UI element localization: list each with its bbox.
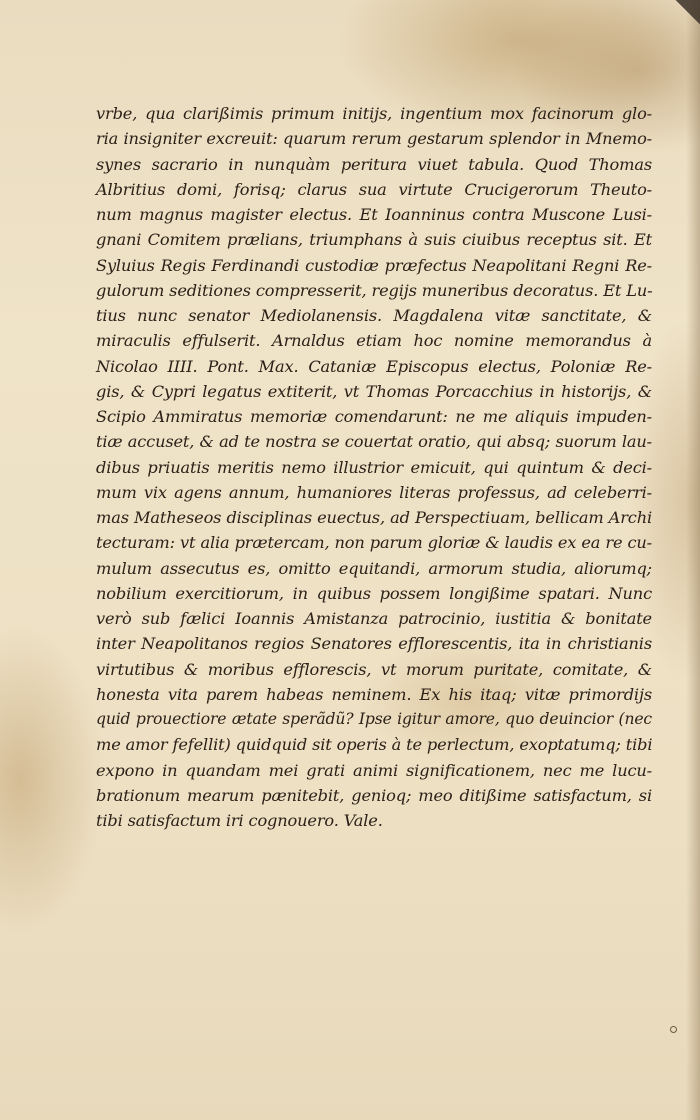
text-line: vrbe, qua clarißimis primum initijs, ingentium mox facinorum glo- (96, 104, 652, 123)
text-line: nobilium exercitiorum, in quibus possem longißime spatari. Nunc (96, 583, 652, 603)
text-line: Albritius domi, forisq; clarus sua virtute Crucigerorum Theuto- (96, 179, 652, 199)
page-edge-shadow (686, 0, 700, 1120)
text-line: miraculis effulserit. Arnaldus etiam hoc nomine memorandus à (96, 331, 652, 351)
text-line: gulorum seditiones compresserit, regijs muneribus decoratus. Et Lu- (96, 280, 653, 300)
text-line: expono in quandam mei grati animi significationem, nec me lucu- (96, 760, 652, 780)
body-text (96, 101, 652, 833)
margin-hole-mark (670, 1026, 677, 1033)
text-line: mas Matheseos disciplinas euectus, ad Perspectiuam, bellicam Archi (96, 508, 652, 527)
text-line: quid prouectiore ætate sperãdũ? Ipse igitur amore, quo deuincior (nec (96, 710, 652, 728)
text-line: mulum assecutus es, omitto equitandi, armorum studia, aliorumq; (96, 558, 652, 578)
text-line: num magnus magister electus. Et Ioanninus contra Muscone Lusi- (96, 205, 652, 224)
text-line: Syluius Regis Ferdinandi custodiæ præfectus Neapolitani Regni Re- (96, 255, 652, 275)
text-line: virtutibus & moribus efflorescis, vt morum puritate, comitate, & (96, 659, 652, 679)
text-line: inter Neapolitanos regios Senatores efflorescentis, ita in christianis (96, 634, 652, 654)
text-line: gnani Comitem prælians, triumphans à suis ciuibus receptus sit. Et (96, 230, 652, 250)
text-line: me amor fefellit) quidquid sit operis à te perlectum, exoptatumq; tibi (96, 735, 653, 755)
text-line: mum vix agens annum, humaniores literas professus, ad celeberri- (96, 482, 652, 502)
text-line: Nicolao IIII. Pont. Max. Cataniæ Episcopus electus, Poloniæ Re- (96, 356, 652, 376)
text-line: verò sub fælici Ioannis Amistanza patrocinio, iustitia & bonitate (96, 609, 652, 628)
text-line: brationum mearum pænitebit, genioq; meo ditißime satisfactum, si (96, 785, 652, 805)
page-corner (660, 0, 700, 40)
text-line: ria insigniter excreuit: quarum rerum gestarum splendor in Mnemo- (96, 129, 652, 149)
text-line-closing: tibi satisfactum iri cognouero. Vale. (96, 811, 383, 830)
text-line: gis, & Cypri legatus extiterit, vt Thomas Porcacchius in historijs, & (96, 381, 652, 401)
text-line: tius nunc senator Mediolanensis. Magdalena vitæ sanctitate, & (96, 306, 652, 325)
text-line: synes sacrario in nunquàm peritura viuet tabula. Quod Thomas (96, 154, 652, 174)
text-line: tiæ accuset, & ad te nostra se couertat oratio, qui absq; suorum lau- (96, 432, 652, 452)
text-line: tecturam: vt alia prætercam, non parum gloriæ & laudis ex ea re cu- (96, 533, 652, 553)
text-line: dibus priuatis meritis nemo illustrior emicuit, qui quintum & deci- (96, 457, 652, 477)
text-line: Scipio Ammiratus memoriæ comendarunt: ne me aliquis impuden- (96, 407, 652, 426)
text-line: honesta vita parem habeas neminem. Ex his itaq; vitæ primordijs (96, 684, 652, 704)
